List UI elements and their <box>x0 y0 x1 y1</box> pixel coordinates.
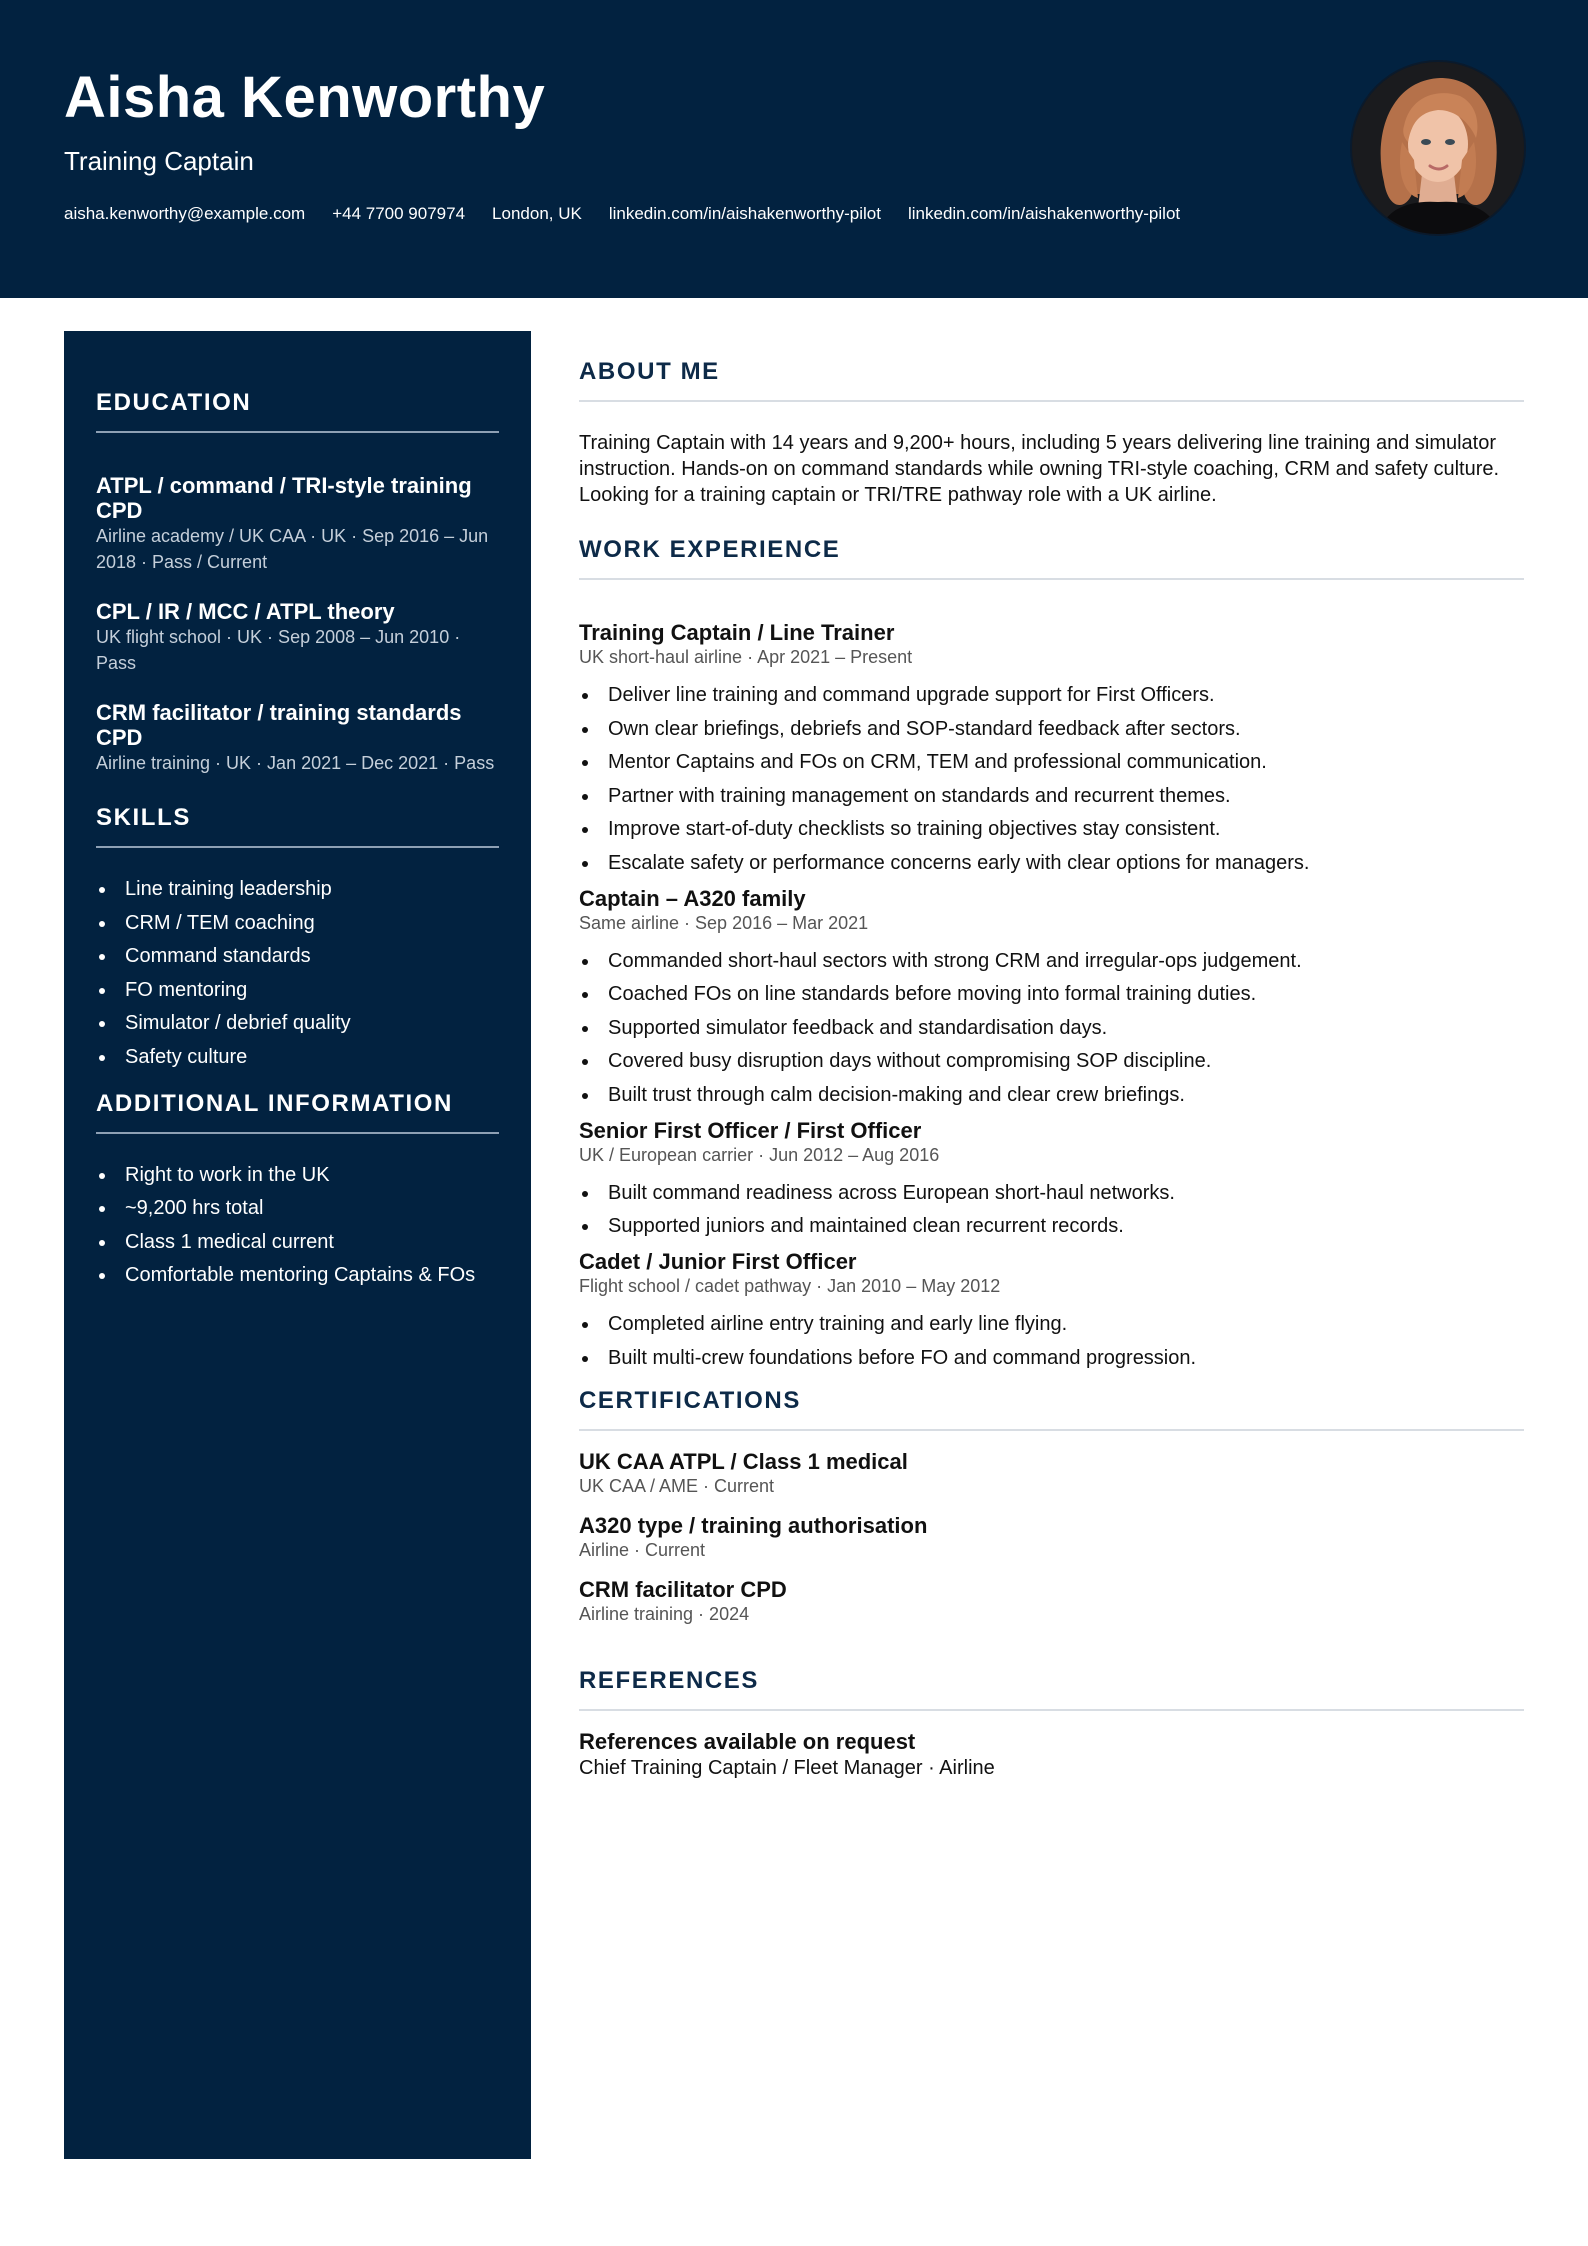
additional-info-item: Comfortable mentoring Captains & FOs <box>96 1262 499 1288</box>
certification-meta: Airline · Current <box>579 1539 706 1560</box>
contact-email[interactable]: aisha.kenworthy@example.com <box>64 204 306 223</box>
job-bullet: Improve start-of-duty checklists so training objectives stay consistent. <box>579 816 1524 842</box>
job-bullet: Supported simulator feedback and standardisation days. <box>579 1015 1524 1041</box>
job-bullet: Built multi-crew foundations before FO and command progression. <box>579 1345 1524 1371</box>
certification-title: CRM facilitator CPD <box>579 1576 787 1602</box>
job-title: Captain – A320 family <box>579 885 806 911</box>
about-text: Training Captain with 14 years and 9,200+ hours, including 5 years delivering line training and simulator instruction. Hands-on on command standards while owning TRI-style coaching, CRM and safety culture. Looking for a training captain or TRI/TRE pathway role with a UK airline. <box>579 432 1500 506</box>
contact-linkedin-secondary[interactable]: linkedin.com/in/aishakenworthy-pilot <box>907 204 1181 223</box>
education-heading: EDUCATION <box>96 387 499 433</box>
certification-meta: UK CAA / AME · Current <box>579 1475 775 1496</box>
job-bullet: Covered busy disruption days without compromising SOP discipline. <box>579 1048 1524 1074</box>
skill-item: Line training leadership <box>96 876 499 902</box>
certification-title: UK CAA ATPL / Class 1 medical <box>579 1448 908 1474</box>
job-entry <box>579 1118 1524 1240</box>
additional-info-item: Right to work in the UK <box>96 1162 499 1188</box>
certification-item <box>579 1577 1524 1625</box>
skill-item: FO mentoring <box>96 977 499 1003</box>
additional-info-heading: ADDITIONAL INFORMATION <box>96 1088 499 1134</box>
candidate-role: Training Captain <box>64 146 254 176</box>
job-title: Senior First Officer / First Officer <box>579 1117 922 1143</box>
job-title: Cadet / Junior First Officer <box>579 1249 857 1274</box>
job-bullet: Deliver line training and command upgrade support for First Officers. <box>579 682 1524 708</box>
contact-location: London, UK <box>492 204 582 223</box>
skill-item: Command standards <box>96 943 499 969</box>
job-meta: UK short-haul airline · Apr 2021 – Present <box>579 647 913 667</box>
certification-title: A320 type / training authorisation <box>579 1512 928 1538</box>
job-bullet: Completed airline entry training and early line flying. <box>579 1311 1524 1337</box>
additional-info-item: Class 1 medical current <box>96 1229 499 1255</box>
skill-item: Safety culture <box>96 1044 499 1070</box>
job-bullet: Built command readiness across European short-haul networks. <box>579 1180 1524 1206</box>
contact-linkedin[interactable]: linkedin.com/in/aishakenworthy-pilot <box>608 204 881 223</box>
job-meta: Same airline · Sep 2016 – Mar 2021 <box>579 912 869 933</box>
education-meta: UK flight school · UK · Sep 2008 – Jun 2010 · Pass <box>96 627 461 673</box>
contact-row <box>64 202 1180 226</box>
job-entry <box>579 886 1524 1108</box>
job-bullet: Built trust through calm decision-making and clear crew briefings. <box>579 1082 1524 1108</box>
sidebar <box>64 331 531 2159</box>
job-bullet: Supported juniors and maintained clean recurrent records. <box>579 1213 1524 1239</box>
job-meta: Flight school / cadet pathway · Jan 2010 – May 2012 <box>579 1276 1001 1296</box>
education-degree: CRM facilitator / training standards CPD <box>96 700 462 750</box>
references-block <box>579 1729 1524 1781</box>
resume-header <box>0 0 1588 298</box>
job-bullet: Escalate safety or performance concerns early with clear options for managers. <box>579 850 1524 876</box>
certification-item <box>579 1449 1524 1497</box>
references-name: References available on request <box>579 1728 916 1754</box>
skill-item: Simulator / debrief quality <box>96 1010 499 1036</box>
job-bullets <box>579 948 1524 1108</box>
education-degree: CPL / IR / MCC / ATPL theory <box>96 599 395 624</box>
job-entry <box>579 1249 1524 1371</box>
skill-item: CRM / TEM coaching <box>96 910 499 936</box>
job-meta: UK / European carrier · Jun 2012 – Aug 2016 <box>579 1144 940 1165</box>
certifications-heading: CERTIFICATIONS <box>579 1385 1524 1431</box>
job-bullet: Mentor Captains and FOs on CRM, TEM and professional communication. <box>579 749 1524 775</box>
job-bullet: Own clear briefings, debriefs and SOP-standard feedback after sectors. <box>579 716 1524 742</box>
job-bullets <box>579 1180 1524 1240</box>
experience-heading: WORK EXPERIENCE <box>579 534 1524 580</box>
education-item <box>96 473 499 575</box>
avatar <box>1352 62 1524 234</box>
references-heading: REFERENCES <box>579 1665 1524 1711</box>
profile-photo-illustration <box>1352 62 1524 234</box>
main-column <box>579 356 1524 1781</box>
job-entry <box>579 620 1524 876</box>
certification-meta: Airline training · 2024 <box>579 1603 750 1624</box>
references-detail: Chief Training Captain / Fleet Manager · Airline <box>579 1756 995 1779</box>
education-item <box>96 700 499 776</box>
skills-list <box>96 876 499 1070</box>
candidate-name: Aisha Kenworthy <box>64 65 546 130</box>
education-item <box>96 599 499 676</box>
additional-info-list <box>96 1162 499 1289</box>
job-bullets <box>579 1311 1524 1371</box>
additional-info-item: ~9,200 hrs total <box>96 1195 499 1221</box>
job-bullet: Commanded short-haul sectors with strong CRM and irregular-ops judgement. <box>579 948 1524 974</box>
job-bullet: Coached FOs on line standards before moving into formal training duties. <box>579 981 1524 1007</box>
job-bullets <box>579 682 1524 876</box>
education-meta: Airline training · UK · Jan 2021 – Dec 2021 · Pass <box>96 753 495 773</box>
education-meta: Airline academy / UK CAA · UK · Sep 2016 – Jun 2018 · Pass / Current <box>96 526 489 572</box>
skills-heading: SKILLS <box>96 802 499 848</box>
certification-item <box>579 1513 1524 1561</box>
education-list <box>96 473 499 776</box>
job-bullet: Partner with training management on standards and recurrent themes. <box>579 783 1524 809</box>
about-heading: ABOUT ME <box>579 356 1524 402</box>
job-title: Training Captain / Line Trainer <box>579 620 895 645</box>
contact-phone[interactable]: +44 7700 907974 <box>332 204 466 223</box>
education-degree: ATPL / command / TRI-style training CPD <box>96 473 472 523</box>
